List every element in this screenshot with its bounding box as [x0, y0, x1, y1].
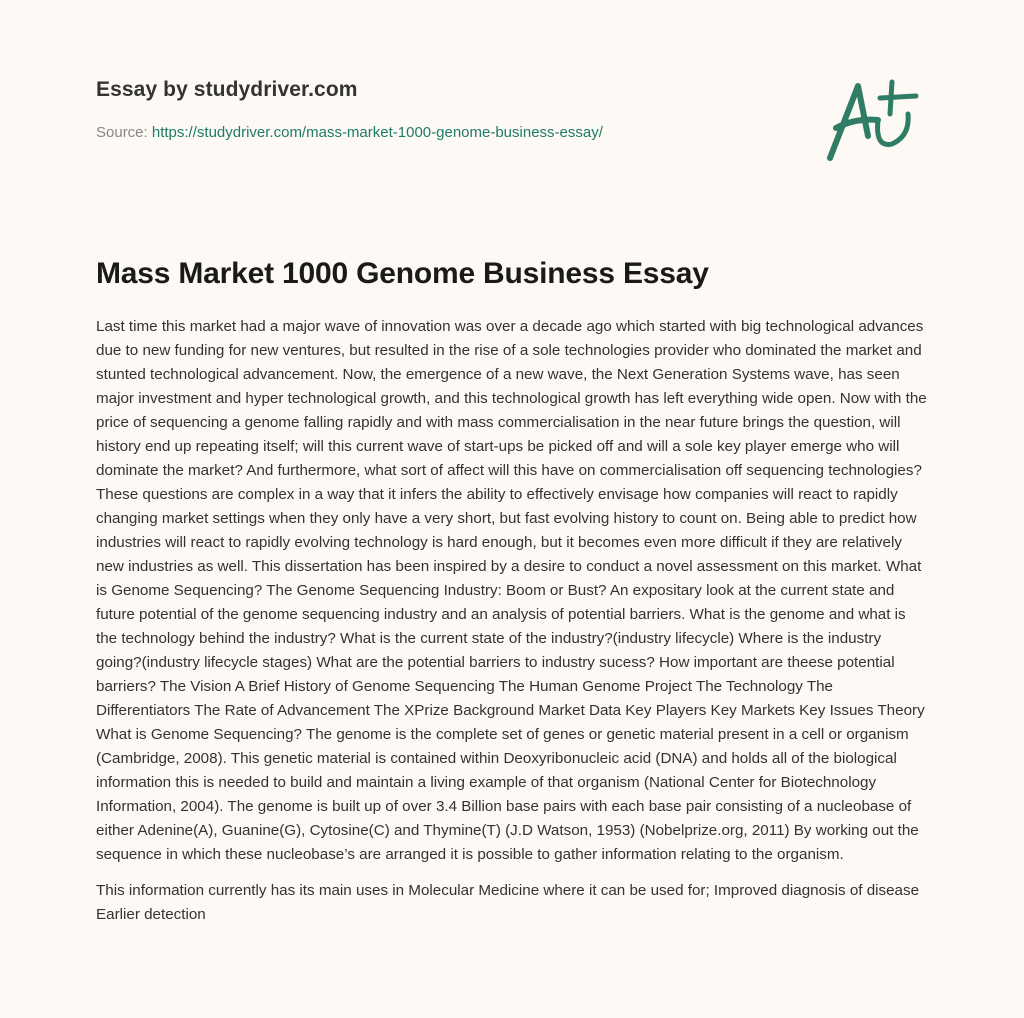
source-label: Source:	[96, 124, 148, 141]
site-title: Essay by studydriver.com	[96, 78, 358, 101]
essay-paragraph: This information currently has its main uses in Molecular Medicine where it can be used for; Improved diagnosis of disease Earlier detection	[96, 882, 920, 923]
essay-body	[96, 315, 928, 939]
a-plus-grade-icon	[820, 66, 930, 166]
essay-title: Mass Market 1000 Genome Business Essay	[96, 257, 709, 290]
essay-paragraph: Last time this market had a major wave of innovation was over a decade ago which started with big technological advances due to new funding for new ventures, but resulted in the rise of a sole technologies provider who dominated the market and stunted technological advancement. Now, the emergence of a new wave, the Next Generation Systems wave, has seen major investment and hyper technological growth, and this technological growth has left everything wide open. Now with the price of sequencing a genome falling rapidly and with mass commercialisation in the near future brings the question, will history end up repeating itself; will this current wave of start-ups be picked off and will a sole key player emerge who will dominate the market? And furthermore, what sort of affect will this have on commercialisation off sequencing technologies? These questions are complex in a way that it infers the ability to effectively envisage how companies will react to rapidly changing market settings when they only have a very short, but fast evolving history to count on. Being able to predict how industries will react to rapidly evolving technology is hard enough, but it becomes even more difficult if they are relatively new industries as well. This dissertation has been inspired by a desire to conduct a novel assessment on this market. What is Genome Sequencing? The Genome Sequencing Industry: Boom or Bust? An expositary look at the current state and future potential of the genome sequencing industry and an analysis of potential barriers. What is the genome and what is the technology behind the industry? What is the current state of the industry?(industry lifecycle) Where is the industry going?(industry lifecycle stages) What are the potential barriers to industry sucess? How important are theese potential barriers? The Vision A Brief History of Genome Sequencing The Human Genome Project The Technology The Differentiators The Rate of Advancement The XPrize Background Market Data Key Players Key Markets Key Issues Theory What is Genome Sequencing? The genome is the complete set of genes or genetic material present in a cell or organism (Cambridge, 2008). This genetic material is contained within Deoxyribonucleic acid (DNA) and holds all of the biological information this is needed to build and maintain a living example of that organism (National Center for Biotechnology Information, 2004). The genome is built up of over 3.4 Billion base pairs with each base pair consisting of a nucleobase of either Adenine(A), Guanine(G), Cytosine(C) and Thymine(T) (J.D Watson, 1953) (Nobelprize.org, 2011) By working out the sequence in which these nucleobase’s are arranged it is possible to gather information relating to the organism.	[96, 318, 927, 863]
page-header	[96, 76, 796, 143]
source-link[interactable]: https://studydriver.com/mass-market-1000-genome-business-essay/	[151, 124, 603, 141]
source-line	[96, 123, 796, 143]
